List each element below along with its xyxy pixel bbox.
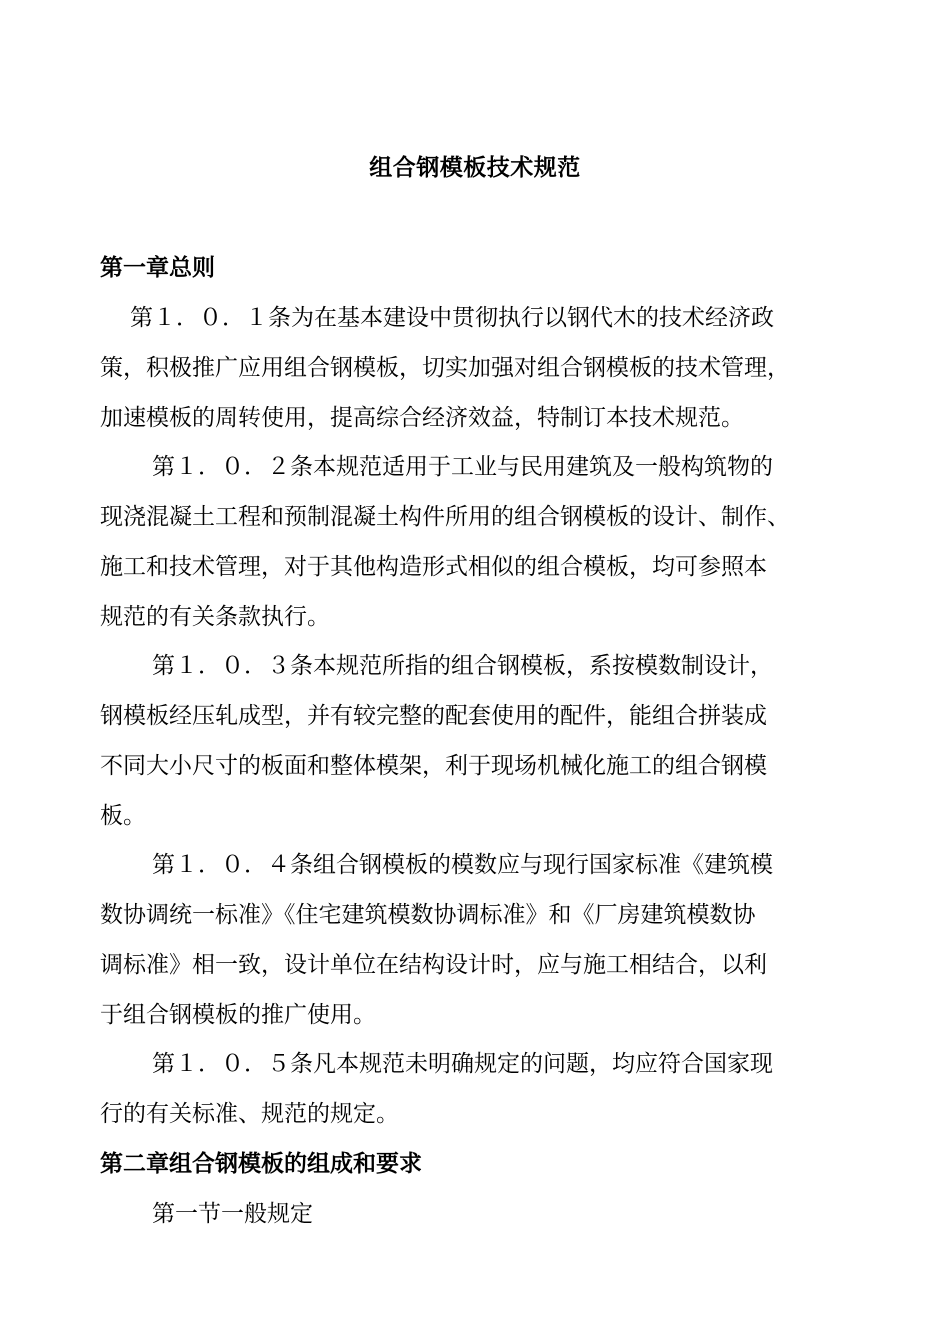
chapter-2-heading: 第二章组合钢模板的组成和要求 [100, 1151, 422, 1177]
article-1-0-5-line-2: 行的有关标准、规范的规定。 [100, 1101, 399, 1127]
article-1-0-1-line-1: 第１．０．１条为在基本建设中贯彻执行以钢代木的技术经济政 [130, 305, 774, 331]
chapter-1-heading: 第一章总则 [100, 255, 215, 281]
article-1-0-1-line-3: 加速模板的周转使用，提高综合经济效益，特制订本技术规范。 [100, 405, 744, 431]
section-1-heading: 第一节一般规定 [152, 1201, 313, 1227]
article-1-0-5-line-1: 第１．０．５条凡本规范未明确规定的问题，均应符合国家现 [152, 1051, 773, 1077]
article-1-0-2-line-2: 现浇混凝土工程和预制混凝土构件所用的组合钢模板的设计、制作、 [100, 504, 790, 530]
article-1-0-2-line-3: 施工和技术管理，对于其他构造形式相似的组合模板，均可参照本 [100, 554, 767, 580]
article-1-0-3-line-3: 不同大小尺寸的板面和整体模架，利于现场机械化施工的组合钢模 [100, 753, 767, 779]
document-title: 组合钢模板技术规范 [369, 155, 581, 181]
article-1-0-4-line-4: 于组合钢模板的推广使用。 [100, 1002, 376, 1028]
article-1-0-4-line-3: 调标准》相一致，设计单位在结构设计时，应与施工相结合，以利 [100, 952, 767, 978]
article-1-0-1-line-2: 策，积极推广应用组合钢模板，切实加强对组合钢模板的技术管理， [100, 355, 790, 381]
article-1-0-3-line-1: 第１．０．３条本规范所指的组合钢模板，系按模数制设计， [152, 653, 773, 679]
article-1-0-4-line-1: 第１．０．４条组合钢模板的模数应与现行国家标准《建筑模 [152, 852, 773, 878]
article-1-0-2-line-1: 第１．０．２条本规范适用于工业与民用建筑及一般构筑物的 [152, 454, 773, 480]
article-1-0-4-line-2: 数协调统一标准》《住宅建筑模数协调标准》和《厂房建筑模数协 [100, 902, 756, 928]
article-1-0-2-line-4: 规范的有关条款执行。 [100, 604, 330, 630]
article-1-0-3-line-2: 钢模板经压轧成型，并有较完整的配套使用的配件，能组合拼装成 [100, 703, 767, 729]
article-1-0-3-line-4: 板。 [100, 803, 146, 829]
